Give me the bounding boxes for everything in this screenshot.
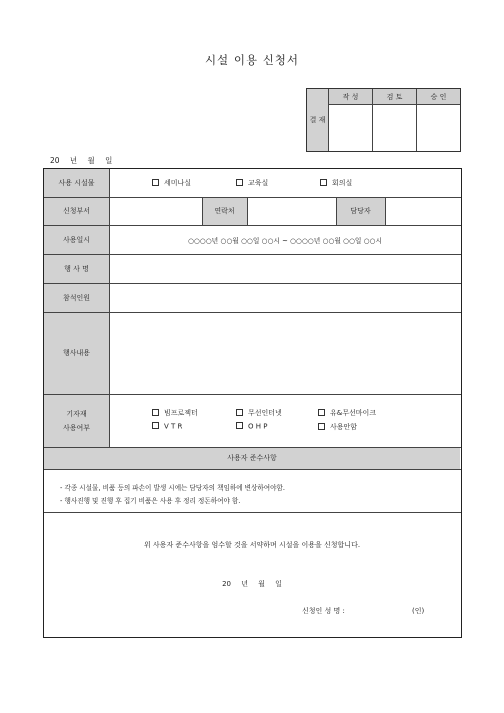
checkbox-icon[interactable]	[236, 409, 243, 416]
equipment-option-ohp[interactable]: O H P	[236, 422, 267, 431]
equipment-option-projector[interactable]: 빔프로젝터	[152, 408, 198, 418]
pledge-date: 20 년 월 일	[222, 580, 282, 588]
approval-sign-write[interactable]	[329, 105, 373, 151]
rules-header: 사용자 준수사항	[227, 454, 277, 462]
equipment-label	[44, 394, 109, 447]
checkbox-icon[interactable]	[152, 179, 159, 186]
equipment-option-none[interactable]: 사용안함	[318, 422, 357, 432]
event-name-field[interactable]	[110, 254, 460, 283]
event-name-label: 행 사 명	[64, 264, 89, 273]
equipment-option-wifi[interactable]: 무선인터넷	[236, 408, 282, 418]
facility-option-seminar[interactable]: 세미나실	[152, 178, 191, 188]
contact-label: 연락처	[214, 207, 235, 215]
event-content-label: 행사내용	[62, 349, 91, 357]
checkbox-icon[interactable]	[236, 422, 243, 429]
checkbox-icon[interactable]	[152, 409, 159, 416]
manager-label: 담당자	[350, 207, 371, 215]
datetime-field[interactable]: ○○○○년 ○○월 ○○일 ○○시 ~ ○○○○년 ○○월 ○○일 ○○시	[187, 236, 383, 245]
checkbox-icon[interactable]	[318, 409, 325, 416]
checkbox-icon[interactable]	[152, 422, 159, 429]
approval-header-approve: 승 인	[417, 89, 460, 105]
application-date: 20 년 월 일	[50, 156, 113, 165]
equipment-option-vtr[interactable]: V T R	[152, 422, 182, 431]
attendees-label: 참석인원	[62, 293, 91, 302]
checkbox-icon[interactable]	[320, 179, 327, 186]
rules-item: - 행사진행 및 진행 후 집기 비품은 사용 후 정리 정돈하여야 함.	[60, 497, 241, 505]
checkbox-icon[interactable]	[236, 179, 243, 186]
approval-side-label: 결 재	[307, 89, 329, 151]
facility-label: 사용 시설물	[58, 179, 95, 187]
approval-header-review: 검 토	[373, 89, 417, 105]
approval-header-write: 작 성	[329, 89, 373, 105]
facility-option-classroom[interactable]: 교육실	[236, 178, 268, 188]
manager-field[interactable]	[386, 197, 460, 225]
facility-option-meeting-room[interactable]: 회의실	[320, 178, 352, 188]
equipment-label-line-2: 사용여부	[62, 423, 91, 432]
datetime-label: 사용일시	[62, 235, 91, 244]
contact-field[interactable]	[248, 197, 336, 225]
attendees-field[interactable]	[110, 283, 460, 312]
pledge-statement: 위 사용자 준수사항을 엄수할 것을 서약하며 시설을 이용을 신청합니다.	[143, 541, 361, 549]
document-title: 시설 이용 신청서	[204, 53, 300, 67]
approval-box	[306, 88, 461, 152]
dept-field[interactable]	[110, 197, 202, 225]
signer-name-field[interactable]	[347, 602, 412, 616]
equipment-option-microphone[interactable]: 유&무선마이크	[318, 408, 376, 418]
application-form	[43, 168, 462, 638]
rules-item: - 각종 시설물, 비품 등의 파손이 발생 시에는 담당자의 책임하에 변상하여야함.	[60, 484, 285, 492]
approval-sign-approve[interactable]	[417, 105, 460, 151]
approval-sign-review[interactable]	[373, 105, 417, 151]
seal-mark: (인)	[412, 607, 425, 615]
checkbox-icon[interactable]	[318, 423, 325, 430]
equipment-label-line-1: 기자재	[66, 409, 87, 418]
signer-label: 신청인 성 명 :	[302, 607, 345, 615]
event-content-field[interactable]	[110, 312, 460, 394]
dept-label: 신청부서	[62, 207, 91, 215]
